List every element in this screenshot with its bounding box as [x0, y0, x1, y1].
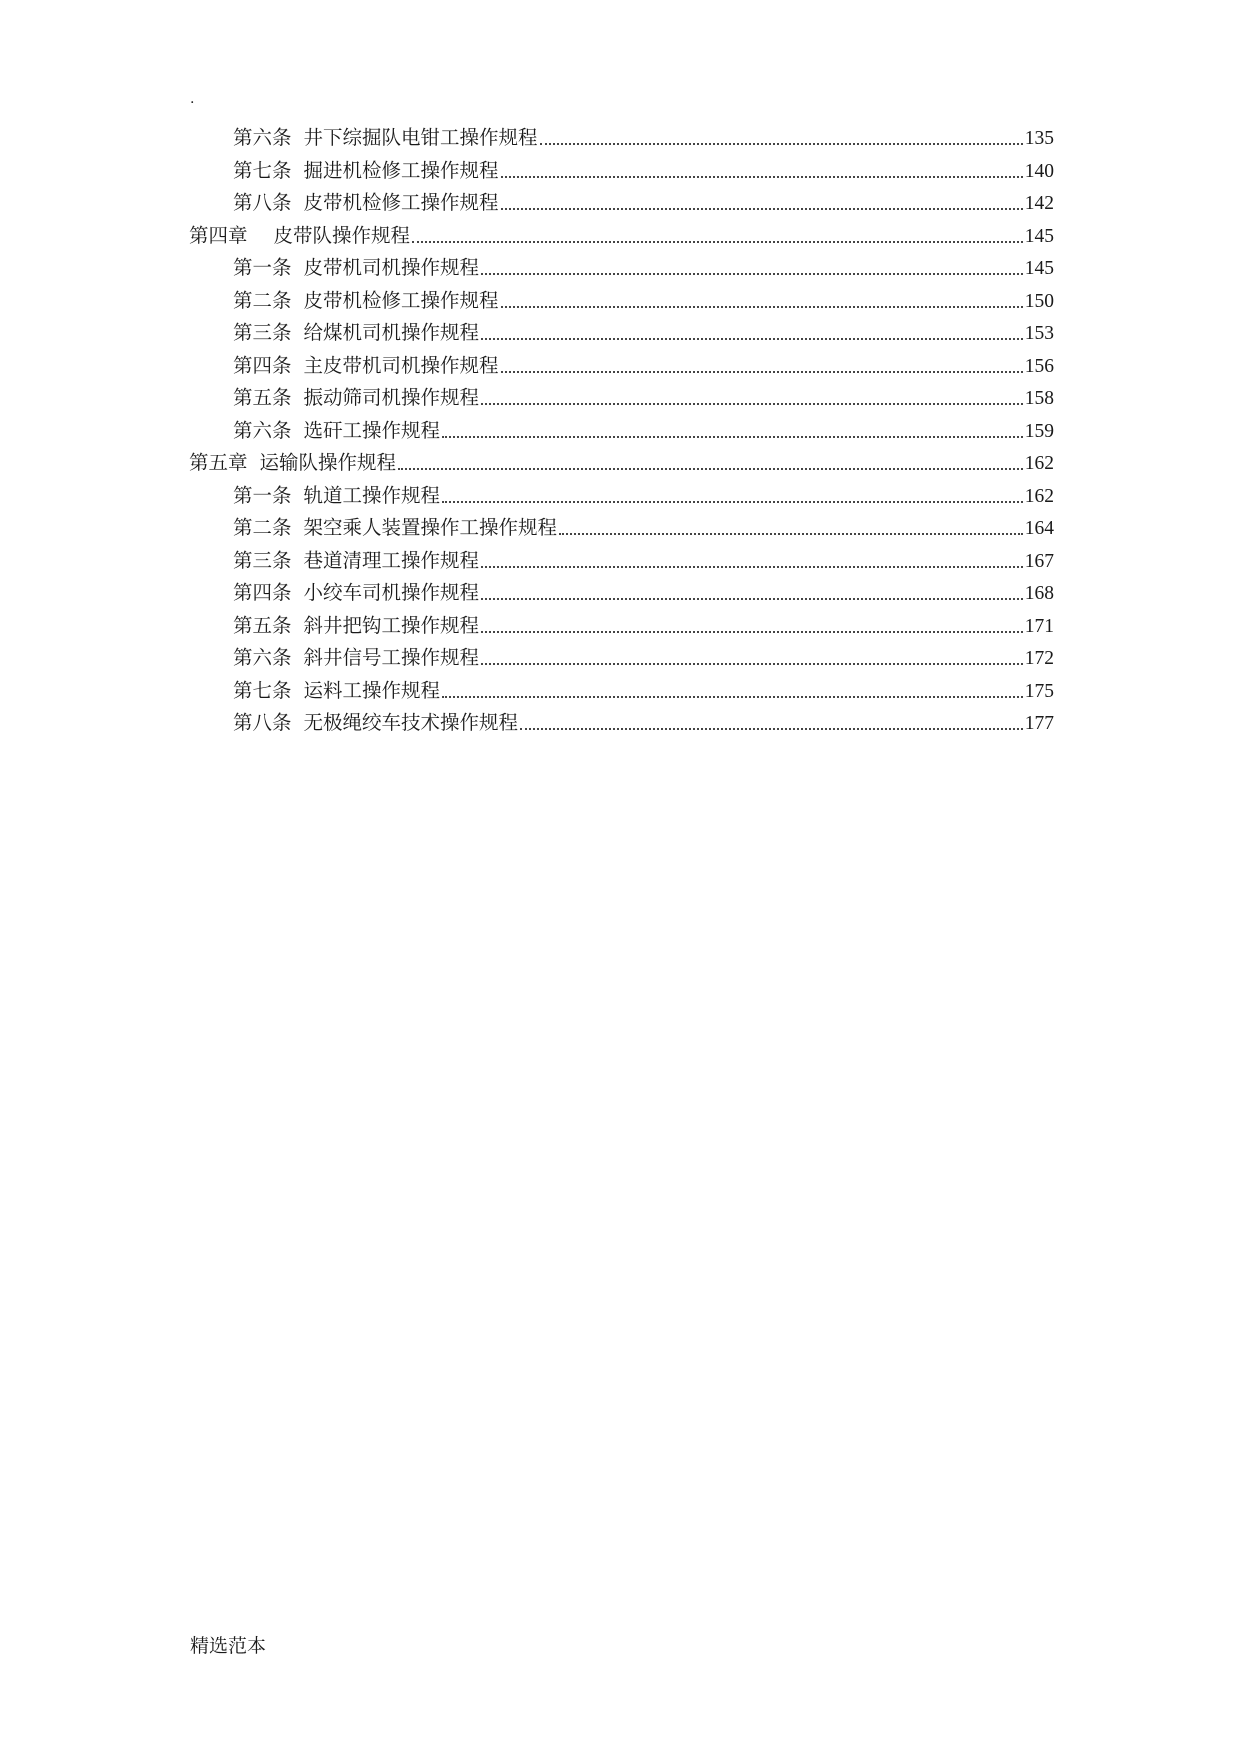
toc-article-entry[interactable] [233, 611, 1054, 641]
toc-entry-title: 轨道工操作规程 [303, 483, 441, 507]
toc-entry-number: 第六条 [233, 646, 292, 669]
toc-page-number: 171 [1024, 615, 1054, 637]
toc-entry-number: 第五条 [233, 613, 292, 637]
toc-article-entry[interactable] [233, 708, 1054, 738]
toc-entry-title: 运料工操作规程 [303, 678, 441, 702]
toc-entry-number: 第一条 [233, 483, 292, 507]
toc-dot-leader [540, 143, 1023, 145]
toc-page-number: 164 [1024, 518, 1054, 539]
toc-article-entry[interactable] [233, 416, 1054, 446]
toc-dot-leader [501, 371, 1023, 373]
toc-entry-number: 第八条 [233, 191, 292, 214]
toc-page-number: 168 [1024, 583, 1054, 604]
toc-entry-number: 第八条 [233, 711, 292, 734]
toc-page-number: 135 [1024, 128, 1054, 149]
toc-entry-title: 运输队操作规程 [259, 451, 397, 474]
toc-article-entry[interactable] [233, 318, 1054, 348]
toc-page-number: 145 [1024, 258, 1054, 279]
toc-page-number: 150 [1024, 290, 1054, 312]
toc-dot-leader [520, 728, 1023, 730]
toc-entry-number: 第五条 [233, 386, 292, 409]
toc-page-number: 162 [1024, 453, 1054, 474]
toc-entry-title: 架空乘人装置操作工操作规程 [303, 516, 558, 539]
toc-dot-leader [398, 468, 1023, 470]
toc-article-entry[interactable] [233, 481, 1054, 511]
toc-entry-title: 主皮带机司机操作规程 [303, 353, 499, 377]
toc-entry-number: 第七条 [233, 158, 292, 182]
toc-page-number: 142 [1024, 193, 1054, 214]
toc-dot-leader [501, 176, 1023, 178]
toc-page-number: 172 [1024, 648, 1054, 669]
toc-entry-number: 第一条 [233, 256, 292, 279]
toc-page-number: 167 [1024, 550, 1054, 572]
toc-entry-title: 选矸工操作规程 [303, 418, 441, 442]
toc-article-entry[interactable] [233, 253, 1054, 283]
toc-entry-number: 第三条 [233, 548, 292, 572]
toc-dot-leader [481, 631, 1023, 633]
toc-dot-leader [481, 663, 1023, 665]
toc-entry-title: 无极绳绞车技术操作规程 [303, 711, 519, 734]
toc-page-number: 177 [1024, 713, 1054, 734]
toc-entry-number: 第二条 [233, 288, 292, 312]
toc-article-entry[interactable] [233, 286, 1054, 316]
toc-dot-leader [501, 306, 1023, 308]
toc-article-entry[interactable] [233, 156, 1054, 186]
toc-chapter-entry[interactable] [189, 448, 1054, 478]
footer-text: 精选范本 [190, 1635, 267, 1657]
toc-dot-leader [481, 273, 1023, 275]
toc-entry-number: 第四章 [189, 223, 248, 247]
toc-dot-leader [442, 696, 1023, 698]
toc-entry-title: 斜井信号工操作规程 [303, 646, 480, 669]
toc-page-number: 175 [1024, 680, 1054, 702]
toc-entry-title: 巷道清理工操作规程 [303, 548, 480, 572]
toc-dot-leader [481, 598, 1023, 600]
toc-entry-number: 第三条 [233, 321, 292, 344]
toc-dot-leader [481, 403, 1023, 405]
toc-dot-leader [412, 241, 1023, 243]
toc-dot-leader [442, 436, 1023, 438]
toc-entry-number: 第五章 [189, 451, 248, 474]
toc-page-number: 140 [1024, 160, 1054, 182]
toc-dot-leader [442, 501, 1023, 503]
toc-entry-number: 第四条 [233, 353, 292, 377]
toc-entry-title: 皮带机司机操作规程 [303, 256, 480, 279]
toc-entry-title: 斜井把钩工操作规程 [303, 613, 480, 637]
toc-page-number: 158 [1024, 388, 1054, 409]
toc-article-entry[interactable] [233, 513, 1054, 543]
toc-article-entry[interactable] [233, 676, 1054, 706]
toc-entry-title: 井下综掘队电钳工操作规程 [303, 126, 538, 149]
toc-dot-leader [481, 566, 1023, 568]
toc-article-entry[interactable] [233, 578, 1054, 608]
toc-entry-title: 小绞车司机操作规程 [303, 581, 480, 604]
toc-page-number: 159 [1024, 420, 1054, 442]
toc-entry-title: 皮带机检修工操作规程 [303, 288, 499, 312]
toc-article-entry[interactable] [233, 351, 1054, 381]
toc-page-number: 153 [1024, 323, 1054, 344]
toc-entry-number: 第六条 [233, 418, 292, 442]
toc-dot-leader [559, 533, 1023, 535]
toc-entry-title: 振动筛司机操作规程 [303, 386, 480, 409]
toc-chapter-entry[interactable] [189, 221, 1054, 251]
toc-entry-number: 第六条 [233, 126, 292, 149]
toc-article-entry[interactable] [233, 188, 1054, 218]
toc-article-entry[interactable] [233, 643, 1054, 673]
toc-entry-title: 给煤机司机操作规程 [303, 321, 480, 344]
toc-entry-number: 第二条 [233, 516, 292, 539]
toc-entry-number: 第四条 [233, 581, 292, 604]
toc-article-entry[interactable] [233, 383, 1054, 413]
toc-entry-title: 皮带机检修工操作规程 [303, 191, 499, 214]
toc-entry-number: 第七条 [233, 678, 292, 702]
toc-dot-leader [501, 208, 1023, 210]
toc-entry-title: 皮带队操作规程 [273, 223, 411, 247]
toc-page-number: 156 [1024, 355, 1054, 377]
toc-article-entry[interactable] [233, 123, 1054, 153]
toc-page-number: 162 [1024, 485, 1054, 507]
toc-entry-title: 掘进机检修工操作规程 [303, 158, 499, 182]
toc-dot-leader [481, 338, 1023, 340]
toc-article-entry[interactable] [233, 546, 1054, 576]
toc-page-number: 145 [1024, 225, 1054, 247]
header-mark: . [190, 91, 195, 107]
